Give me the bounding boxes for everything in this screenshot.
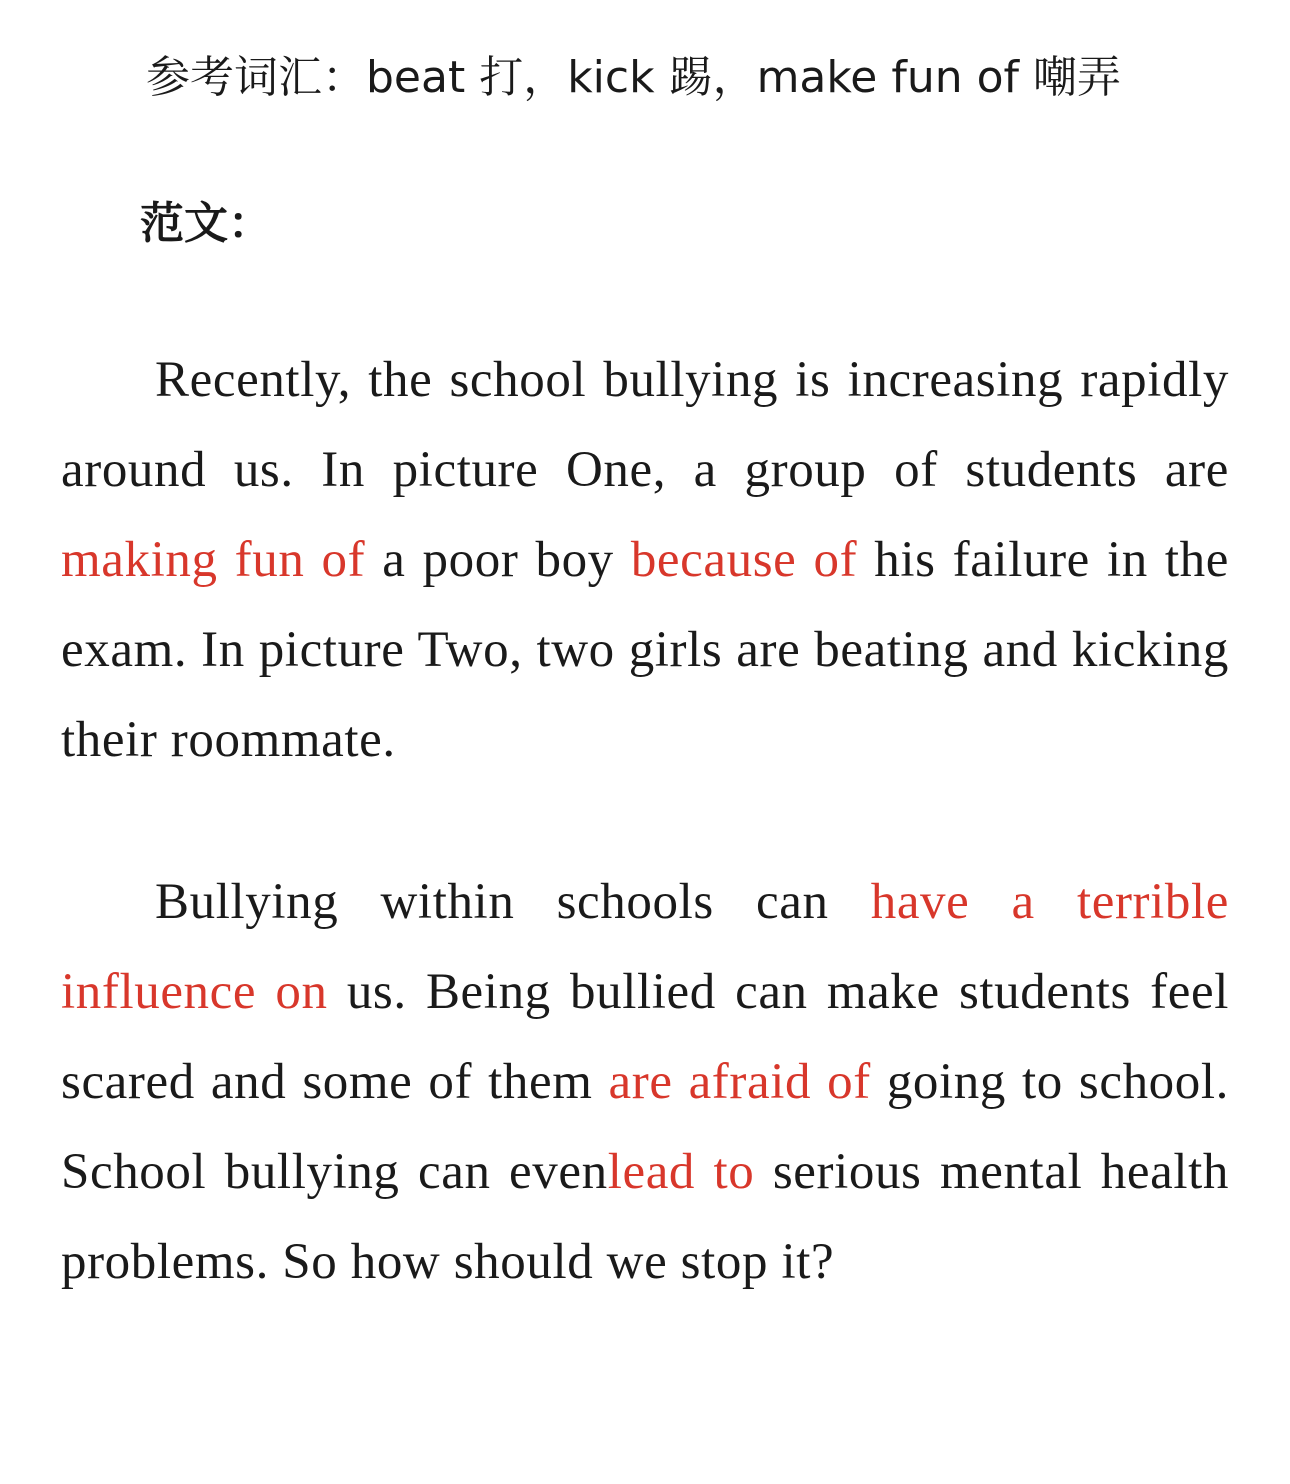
paragraph-text: us. Being bullied can make students feel scared and some of them: [61, 964, 1229, 1110]
paragraph-text: a poor boy: [365, 532, 631, 588]
vocabulary-line: 参考词汇：beat 打，kick 踢，make fun of 嘲弄: [146, 52, 1122, 103]
essay-paragraph-2: [61, 857, 1229, 1307]
essay-paragraph-1: [61, 335, 1229, 785]
paragraph-text: his failure in the exam. In picture Two, two girls are beating and kicking their roommate.: [61, 532, 1229, 768]
highlighted-phrase: are afraid of: [608, 1054, 871, 1110]
model-essay-heading: 范文：: [140, 198, 272, 249]
highlighted-phrase: because of: [630, 532, 858, 588]
paragraph-text: Bullying within schools can: [155, 874, 871, 930]
paragraph-text: going to school. School bullying can even: [61, 1054, 1229, 1200]
paragraph-text: serious mental health problems. So how should we stop it?: [61, 1144, 1229, 1290]
highlighted-phrase: making fun of: [61, 532, 366, 588]
highlighted-phrase: have a terrible influence on: [61, 874, 1230, 1020]
highlighted-phrase: lead to: [607, 1144, 755, 1200]
paragraph-text: Recently, the school bullying is increasing rapidly around us. In picture One, a group of students are: [61, 352, 1229, 498]
